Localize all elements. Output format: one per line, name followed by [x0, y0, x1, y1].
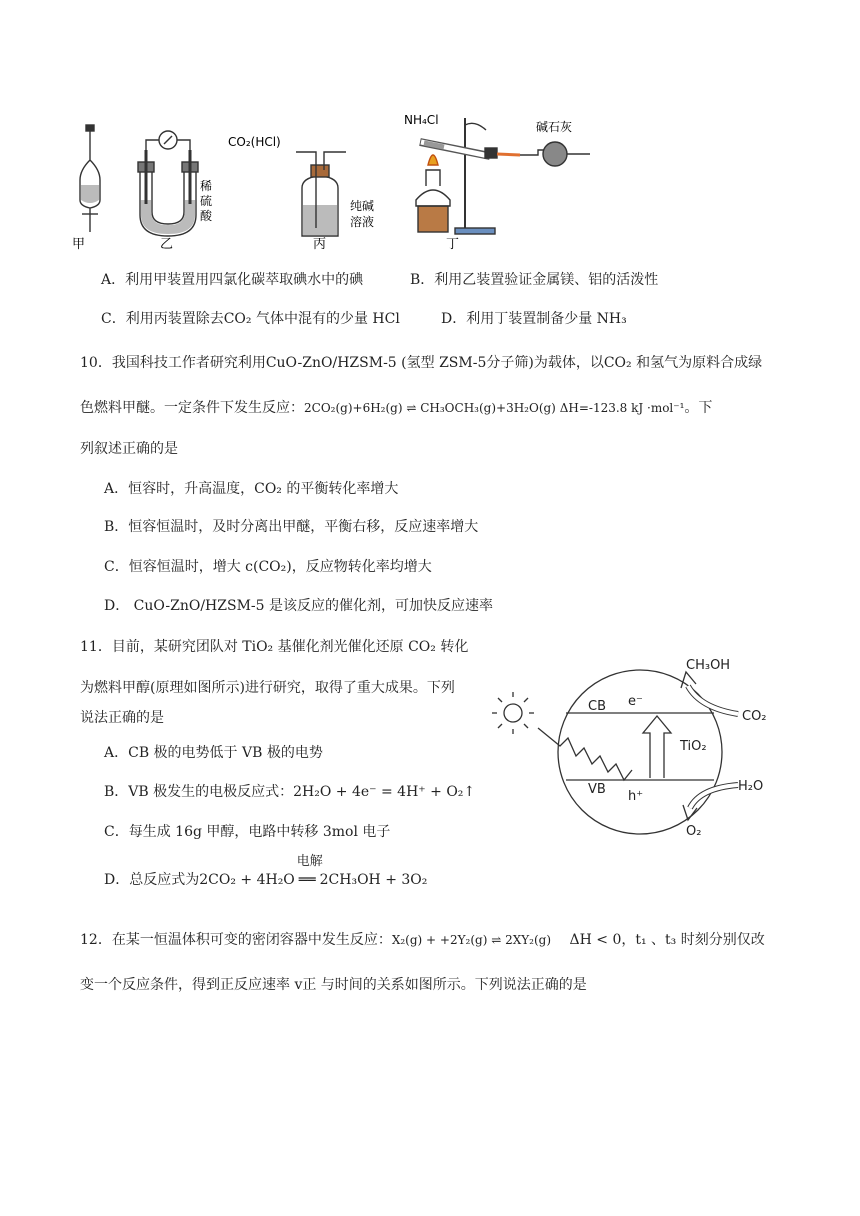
soda-lime-label: 碱石灰 [536, 120, 573, 134]
q11-stem-line3: 说法正确的是 [80, 710, 164, 726]
tio2-label: TiO₂ [680, 739, 707, 754]
label-jia: 甲 [72, 237, 86, 252]
hole-label: h⁺ [628, 789, 644, 804]
q10-stem-line1: 10．我国科技工作者研究利用CuO-ZnO/HZSM-5 (氢型 ZSM-5分子筛)为载体，以CO₂ 和氢气为原料合成绿 [80, 355, 763, 371]
q11-option-a: A．CB 极的电势低于 VB 极的电势 [104, 745, 323, 761]
q9-option-c: C．利用丙装置除去CO₂ 气体中混有的少量 HCl [101, 311, 400, 327]
co2-label: CO₂ [742, 709, 767, 724]
dilute-acid-label-2: 硫 [200, 194, 213, 208]
q10-stem-line3: 列叙述正确的是 [80, 441, 178, 457]
cb-label: CB [588, 699, 606, 714]
q9-option-b: B．利用乙装置验证金属镁、铝的活泼性 [410, 272, 659, 288]
q9-option-d: D．利用丁装置制备少量 NH₃ [441, 311, 627, 327]
dilute-acid-label-3: 酸 [200, 209, 213, 223]
q10-option-d: D． CuO-ZnO/HZSM-5 是该反应的催化剂，可加快反应速率 [104, 598, 494, 614]
q11-stem-line2: 为燃料甲醇(原理如图所示)进行研究，取得了重大成果。下列 [80, 680, 455, 696]
gas-label: CO₂(HCl) [228, 135, 281, 149]
label-ding: 丁 [446, 237, 460, 252]
soda-label-2: 溶液 [350, 215, 375, 229]
q12-stem-line2: 变一个反应条件，得到正反应速率 v正 与时间的关系如图所示。下列说法正确的是 [80, 977, 587, 993]
q10-option-a: A．恒容时，升高温度，CO₂ 的平衡转化率增大 [104, 481, 399, 497]
nh4cl-label: NH₄Cl [404, 113, 439, 127]
vb-label: VB [588, 782, 606, 797]
dilute-acid-label-1: 稀 [200, 179, 213, 193]
label-bing: 丙 [313, 237, 327, 252]
q9-option-a: A．利用甲装置用四氯化碳萃取碘水中的碘 [101, 272, 364, 288]
ch3oh-label: CH₃OH [686, 658, 731, 673]
label-yi: 乙 [160, 237, 174, 252]
soda-label-1: 纯碱 [350, 199, 375, 213]
q11-stem-line1: 11．目前，某研究团队对 TiO₂ 基催化剂光催化还原 CO₂ 转化 [80, 639, 469, 655]
q10-option-b: B．恒容恒温时，及时分离出甲醚，平衡右移，反应速率增大 [104, 519, 479, 535]
q12-stem-line1: 12．在某一恒温体积可变的密闭容器中发生反应：X₂(g) + +2Y₂(g) ⇌ 2XY₂(g) ΔH < 0，t₁ 、t₃ 时刻分别仅改 [80, 932, 765, 948]
q11-option-c: C．每生成 16g 甲醇，电路中转移 3mol 电子 [104, 824, 391, 840]
h2o-label: H₂O [738, 779, 764, 794]
o2-label: O₂ [686, 824, 702, 839]
electron-label: e⁻ [628, 694, 643, 709]
q10-option-c: C．恒容恒温时，增大 c(CO₂)，反应物转化率均增大 [104, 559, 432, 575]
electrolysis-label: 电解 [296, 854, 323, 869]
q11-option-d: D．总反应式为2CO₂ + 4H₂O 电解 ══ 2CH₃OH + 3O₂ [104, 854, 428, 888]
q10-stem-line2: 色燃料甲醚。一定条件下发生反应：2CO₂(g)+6H₂(g) ⇌ CH₃OCH₃(g)+3H₂O(g) ΔH=-123.8 kJ ·mol⁻¹。下 [80, 400, 713, 416]
q11-option-b: B．VB 极发生的电极反应式：2H₂O + 4e⁻ = 4H⁺ + O₂↑ [104, 784, 476, 800]
sun-icon [492, 692, 534, 734]
